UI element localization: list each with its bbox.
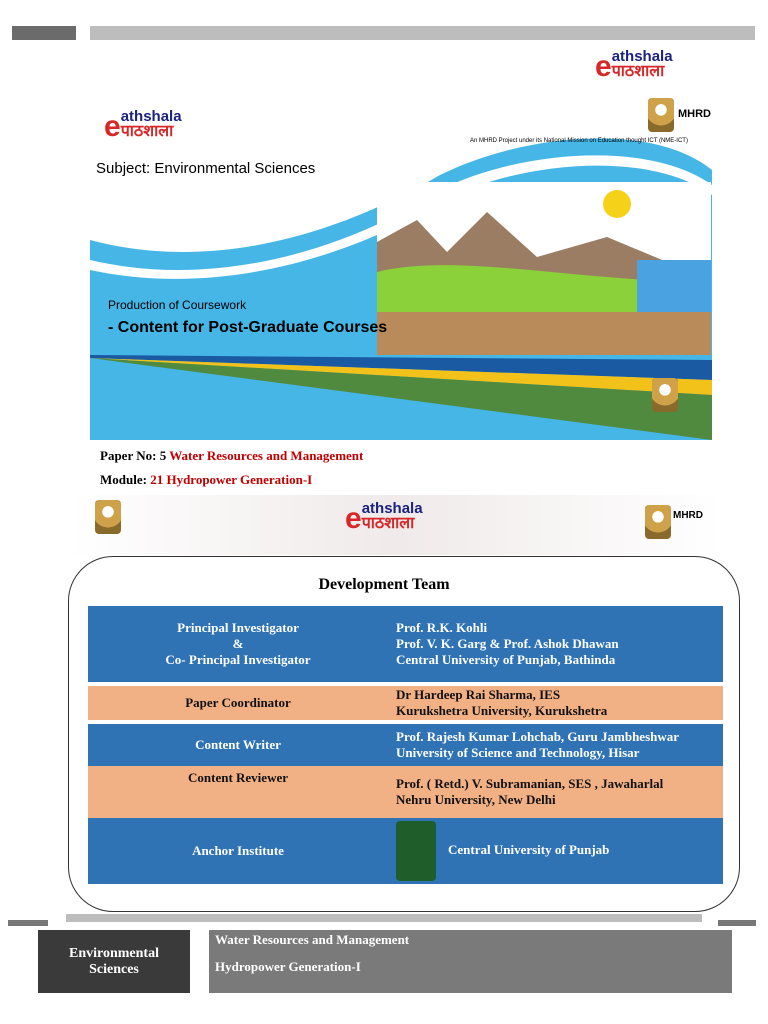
footer-paper: Water Resources and Management <box>209 930 732 957</box>
footer-module: Hydropower Generation-I <box>209 957 732 993</box>
cup-logo-icon <box>396 821 436 881</box>
strip-logo: e athshala पाठशाला <box>345 500 423 535</box>
team-title: Development Team <box>318 576 450 593</box>
strip-mhrd: MHRD <box>673 510 703 521</box>
mhrd-label: MHRD <box>678 108 711 120</box>
footer-subject: Environmental Sciences <box>38 930 190 993</box>
footer-bar <box>66 914 702 922</box>
top-bar-left <box>12 26 76 40</box>
module-line: Module: 21 Hydropower Generation-I <box>100 472 313 487</box>
banner-logo: e athshala पाठशाला <box>104 108 182 143</box>
paper-line: Paper No: 5 Water Resources and Management <box>100 448 364 463</box>
team-row: Content Writer Prof. Rajesh Kumar Lohchab, Guru Jambheshwar University of Science and Technology, Hisar <box>88 724 723 766</box>
team-row: Anchor Institute Central University of Punjab <box>88 818 723 884</box>
production-label: Production of Coursework <box>108 298 247 312</box>
team-row: Content Reviewer Prof. ( Retd.) V. Subramanian, SES , Jawaharlal Nehru University, New Delhi <box>88 766 723 818</box>
team-row: Principal Investigator & Co- Principal Investigator Prof. R.K. Kohli Prof. V. K. Garg & Prof. Ashok Dhawan Central University of Punjab, Bathinda <box>88 606 723 682</box>
footer-bar-left <box>8 920 48 926</box>
team-table <box>88 606 723 884</box>
ugc-emblem-icon <box>652 378 678 412</box>
subject: Subject: Environmental Sciences <box>96 160 316 177</box>
gov-emblem-icon <box>645 505 671 539</box>
water-cycle-image <box>377 182 711 355</box>
top-bar <box>90 26 755 40</box>
emblem-icon <box>648 98 674 132</box>
footer-bar-right <box>718 920 756 926</box>
content-label: - Content for Post-Graduate Courses <box>108 319 388 336</box>
mhrd-project: An MHRD Project under its National Mission on Education thought ICT (NME-ICT) <box>470 138 688 144</box>
ugc-icon <box>95 500 121 534</box>
team-row: Paper Coordinator Dr Hardeep Rai Sharma, IES Kurukshetra University, Kurukshetra <box>88 686 723 720</box>
logo: e athshala पाठशाला <box>595 48 673 83</box>
